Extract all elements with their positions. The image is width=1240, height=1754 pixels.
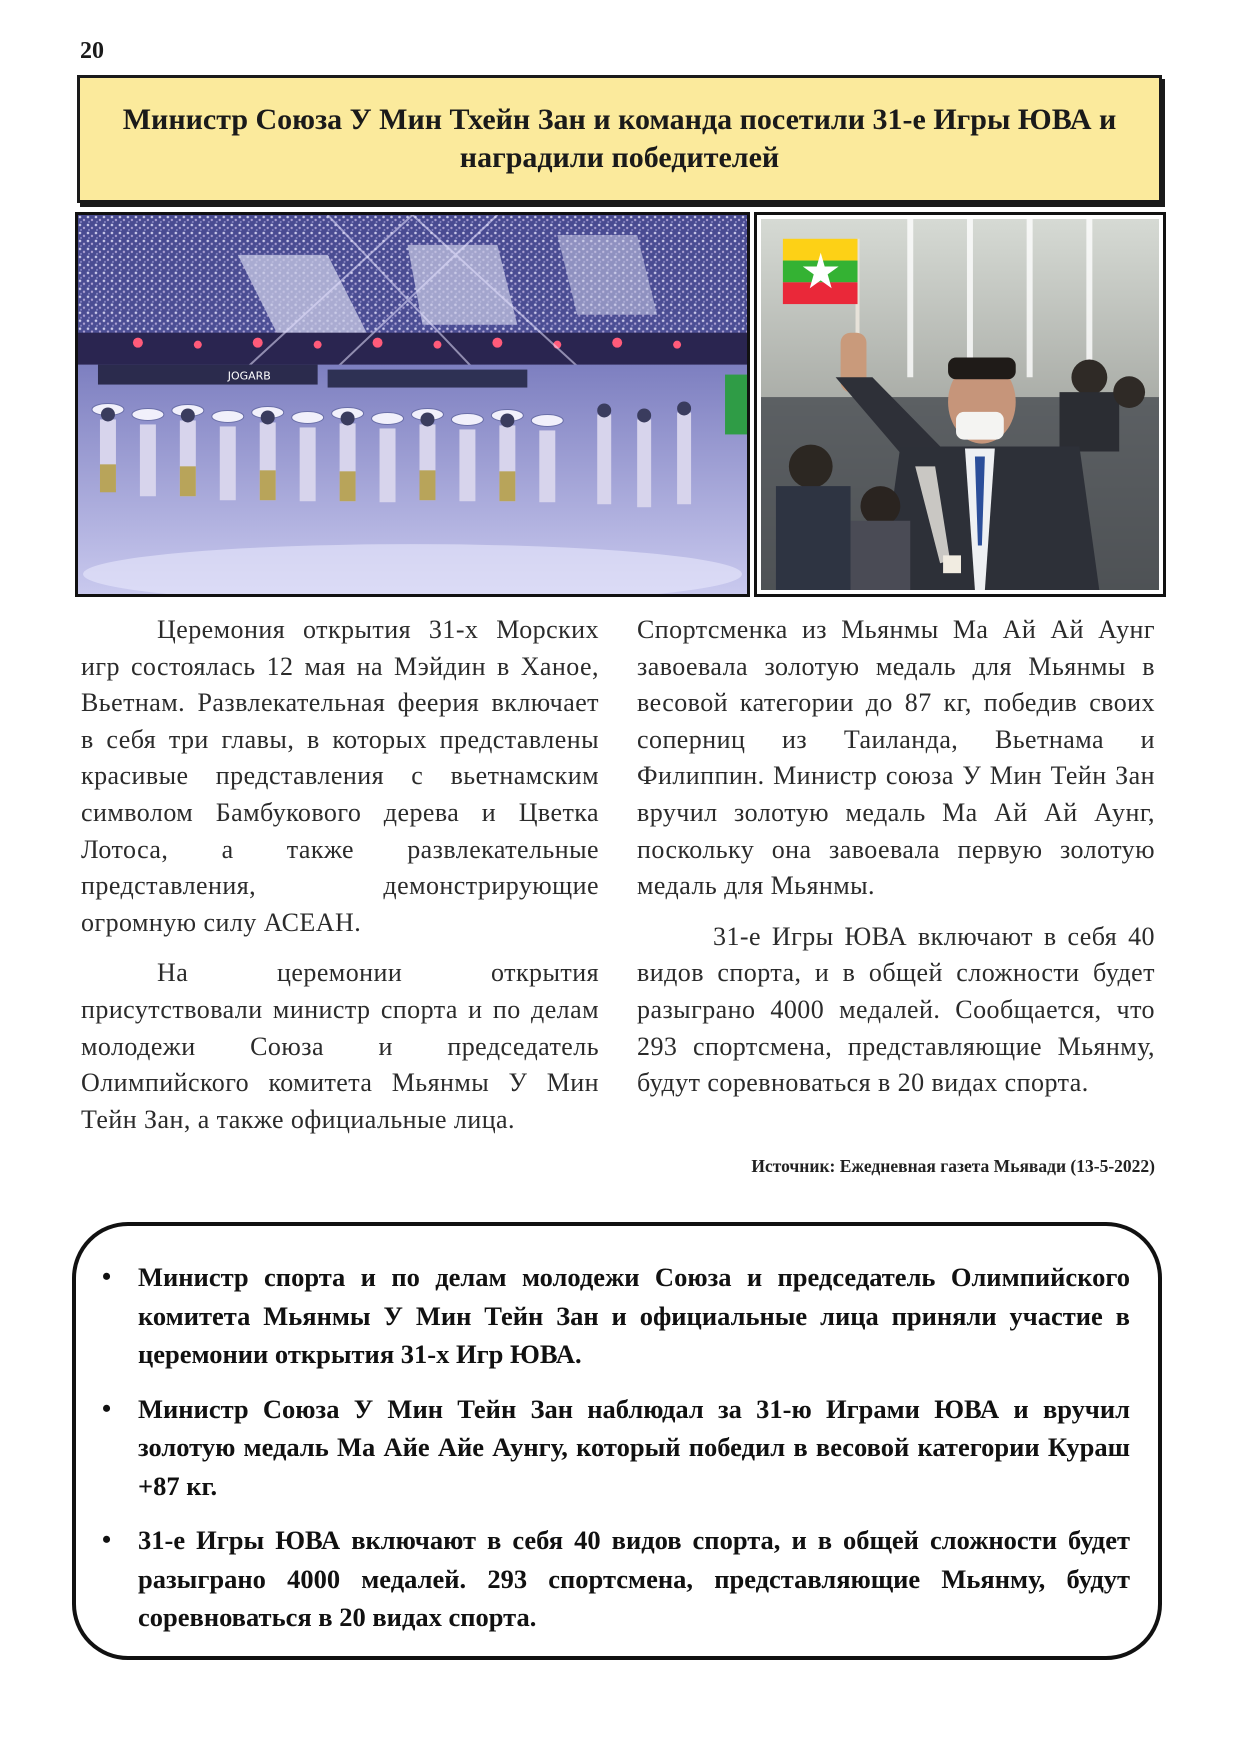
opening-ceremony-image [78, 215, 747, 594]
summary-item: • Министр Союза У Мин Тейн Зан наблюдал за 31-ю Играми ЮВА и вручил золотую медаль Ма Айе Айе Аунгу, который победил в весовой категории Кураш +87 кг. [138, 1390, 1130, 1506]
opening-ceremony-photo [75, 212, 750, 597]
article-paragraph: Церемония открытия 31-х Морских игр состоялась 12 мая на Мэйдин в Ханое, Вьетнам. Развлекательная феерия включает в себя три главы, в которых представлены красивые представления с вьетнамским символом Бамбукового дерева и Цветка Лотоса, а также развлекательные представления, демонстрирующие огромную силу АСЕАН. [81, 615, 599, 937]
article-paragraph: На церемонии открытия присутствовали министр спорта и по делам молодежи Союза и председатель Олимпийского комитета Мьянмы У Мин Тейн Зан, а также официальные лица. [81, 958, 599, 1134]
title-box [77, 75, 1162, 203]
summary-item: • Министр спорта и по делам молодежи Союза и председатель Олимпийского комитета Мьянмы У Мин Тейн Зан и официальные лица приняли участие в церемонии открытия 31-х Игр ЮВА. [138, 1258, 1130, 1374]
article-title: Министр Союза У Мин Тхейн Зан и команда посетили 31-е Игры ЮВА и наградили победителей [122, 102, 1117, 174]
official-flag-image [761, 219, 1159, 590]
page-number: 20 [80, 38, 104, 64]
article-left-column [81, 612, 599, 1152]
article-paragraph: 31-е Игры ЮВА включают в себя 40 видов спорта, и в общей сложности будет разыграно 4000 медалей. Сообщается, что 293 спортсмена, представляющие Мьянму, будут соревноваться в 20 видах спорта. [637, 921, 1155, 1098]
banner-text: JOGARB [227, 369, 271, 383]
official-flag-photo [754, 212, 1166, 597]
source-citation: Источник: Ежедневная газета Мьявади (13-5-2022) [751, 1156, 1155, 1176]
article-right-column [637, 612, 1155, 1116]
article-paragraph: Спортсменка из Мьянмы Ма Ай Ай Аунг завоевала золотую медаль для Мьянмы в весовой категории до 87 кг, победив своих соперниц из Таиланда, Вьетнама и Филиппин. Министр союза У Мин Тейн Зан вручил золотую медаль Ма Ай Ай Аунг, поскольку она завоевала первую золотую медаль для Мьянмы. [637, 615, 1155, 901]
myanmar-flag-icon [783, 239, 858, 304]
summary-list [138, 1258, 1130, 1653]
summary-box [72, 1222, 1162, 1660]
summary-item: • 31-е Игры ЮВА включают в себя 40 видов спорта, и в общей сложности будет разыграно 4000 медалей. 293 спортсмена, представляющие Мьянму, будут соревноваться в 20 видах спорта. [138, 1521, 1130, 1637]
